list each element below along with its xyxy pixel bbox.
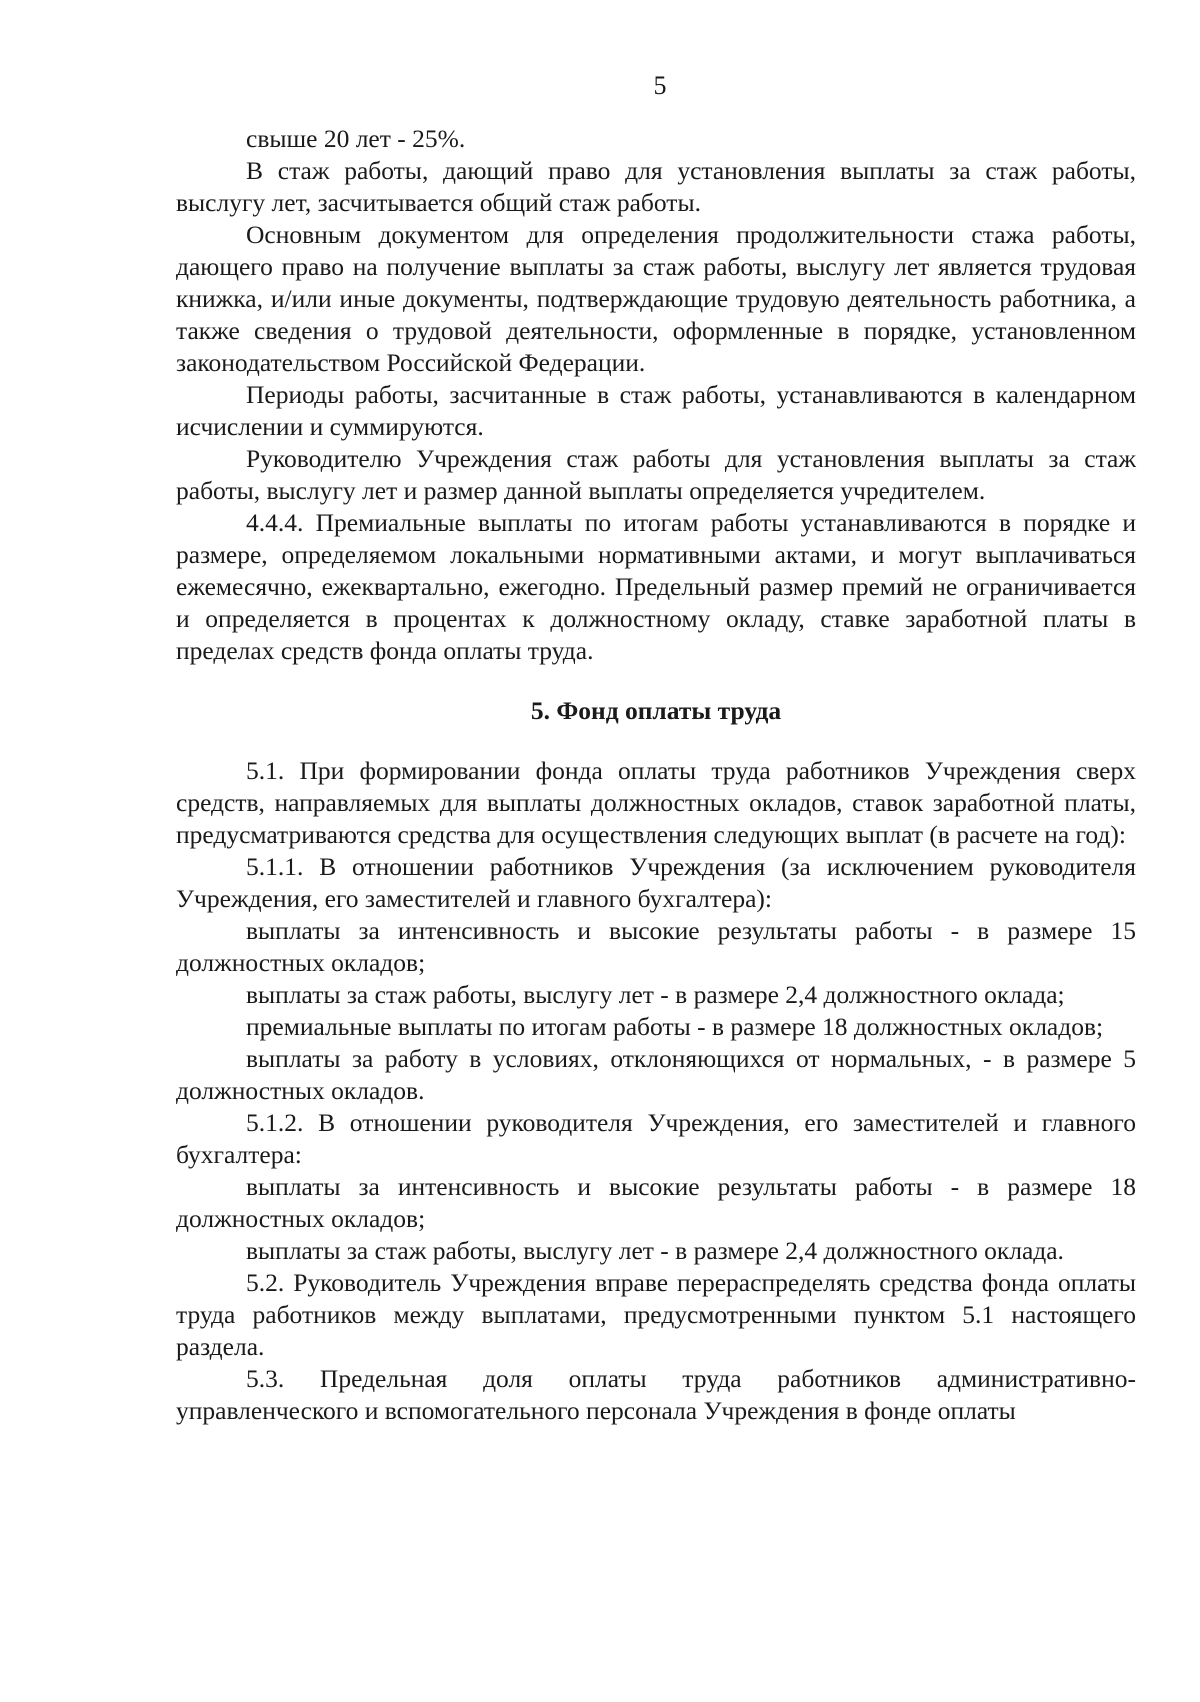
paragraph: свыше 20 лет - 25%. xyxy=(246,124,466,153)
paragraph: выплаты за работу в условиях, отклоняющихся от нормальных, - в размере 5 должностных окладов. xyxy=(176,1044,1136,1105)
paragraph: премиальные выплаты по итогам работы - в размере 18 должностных окладов; xyxy=(246,1012,1104,1041)
paragraph: 5.1.1. В отношении работников Учреждения (за исключением руководителя Учреждения, его заместителей и главного бухгалтера): xyxy=(176,852,1136,913)
document-body xyxy=(176,123,1136,1427)
paragraph: 5.3. Предельная доля оплаты труда работников административно-управленческого и вспомогательного персонала Учреждения в фонде оплаты xyxy=(176,1364,1136,1425)
paragraph: выплаты за интенсивность и высокие результаты работы - в размере 18 должностных окладов; xyxy=(176,1172,1136,1233)
paragraph: 5.1. При формировании фонда оплаты труда работников Учреждения сверх средств, направляемых для выплаты должностных окладов, ставок заработной платы, предусматриваются средства для осуществления следующих выплат (в расчете на год): xyxy=(176,756,1136,849)
paragraph: Руководителю Учреждения стаж работы для установления выплаты за стаж работы, выслугу лет и размер данной выплаты определяется учредителем. xyxy=(176,444,1136,505)
paragraph: 5.1.2. В отношении руководителя Учреждения, его заместителей и главного бухгалтера: xyxy=(176,1108,1136,1169)
paragraph: Основным документом для определения продолжительности стажа работы, дающего право на получение выплаты за стаж работы, выслугу лет является трудовая книжка, и/или иные документы, подтверждающие трудовую деятельность работника, а также сведения о трудовой деятельности, оформленные в порядке, установленном законодательством Российской Федерации. xyxy=(176,220,1136,377)
paragraph: выплаты за интенсивность и высокие результаты работы - в размере 15 должностных окладов; xyxy=(176,916,1136,977)
page-number: 5 xyxy=(653,71,667,100)
section-heading: 5. Фонд оплаты труда xyxy=(530,696,782,725)
paragraph: 4.4.4. Премиальные выплаты по итогам работы устанавливаются в порядке и размере, определяемом локальными нормативными актами, и могут выплачиваться ежемесячно, ежеквартально, ежегодно. Предельный размер премий не ограничивается и определяется в процентах к должностному окладу, ставке заработной платы в пределах средств фонда оплаты труда. xyxy=(176,508,1136,665)
paragraph: выплаты за стаж работы, выслугу лет - в размере 2,4 должностного оклада; xyxy=(246,980,1065,1009)
paragraph: выплаты за стаж работы, выслугу лет - в размере 2,4 должностного оклада. xyxy=(246,1236,1064,1265)
paragraph: Периоды работы, засчитанные в стаж работы, устанавливаются в календарном исчислении и суммируются. xyxy=(176,380,1136,441)
paragraph: 5.2. Руководитель Учреждения вправе перераспределять средства фонда оплаты труда работников между выплатами, предусмотренными пунктом 5.1 настоящего раздела. xyxy=(176,1268,1136,1361)
paragraph: В стаж работы, дающий право для установления выплаты за стаж работы, выслугу лет, засчитывается общий стаж работы. xyxy=(176,156,1136,217)
